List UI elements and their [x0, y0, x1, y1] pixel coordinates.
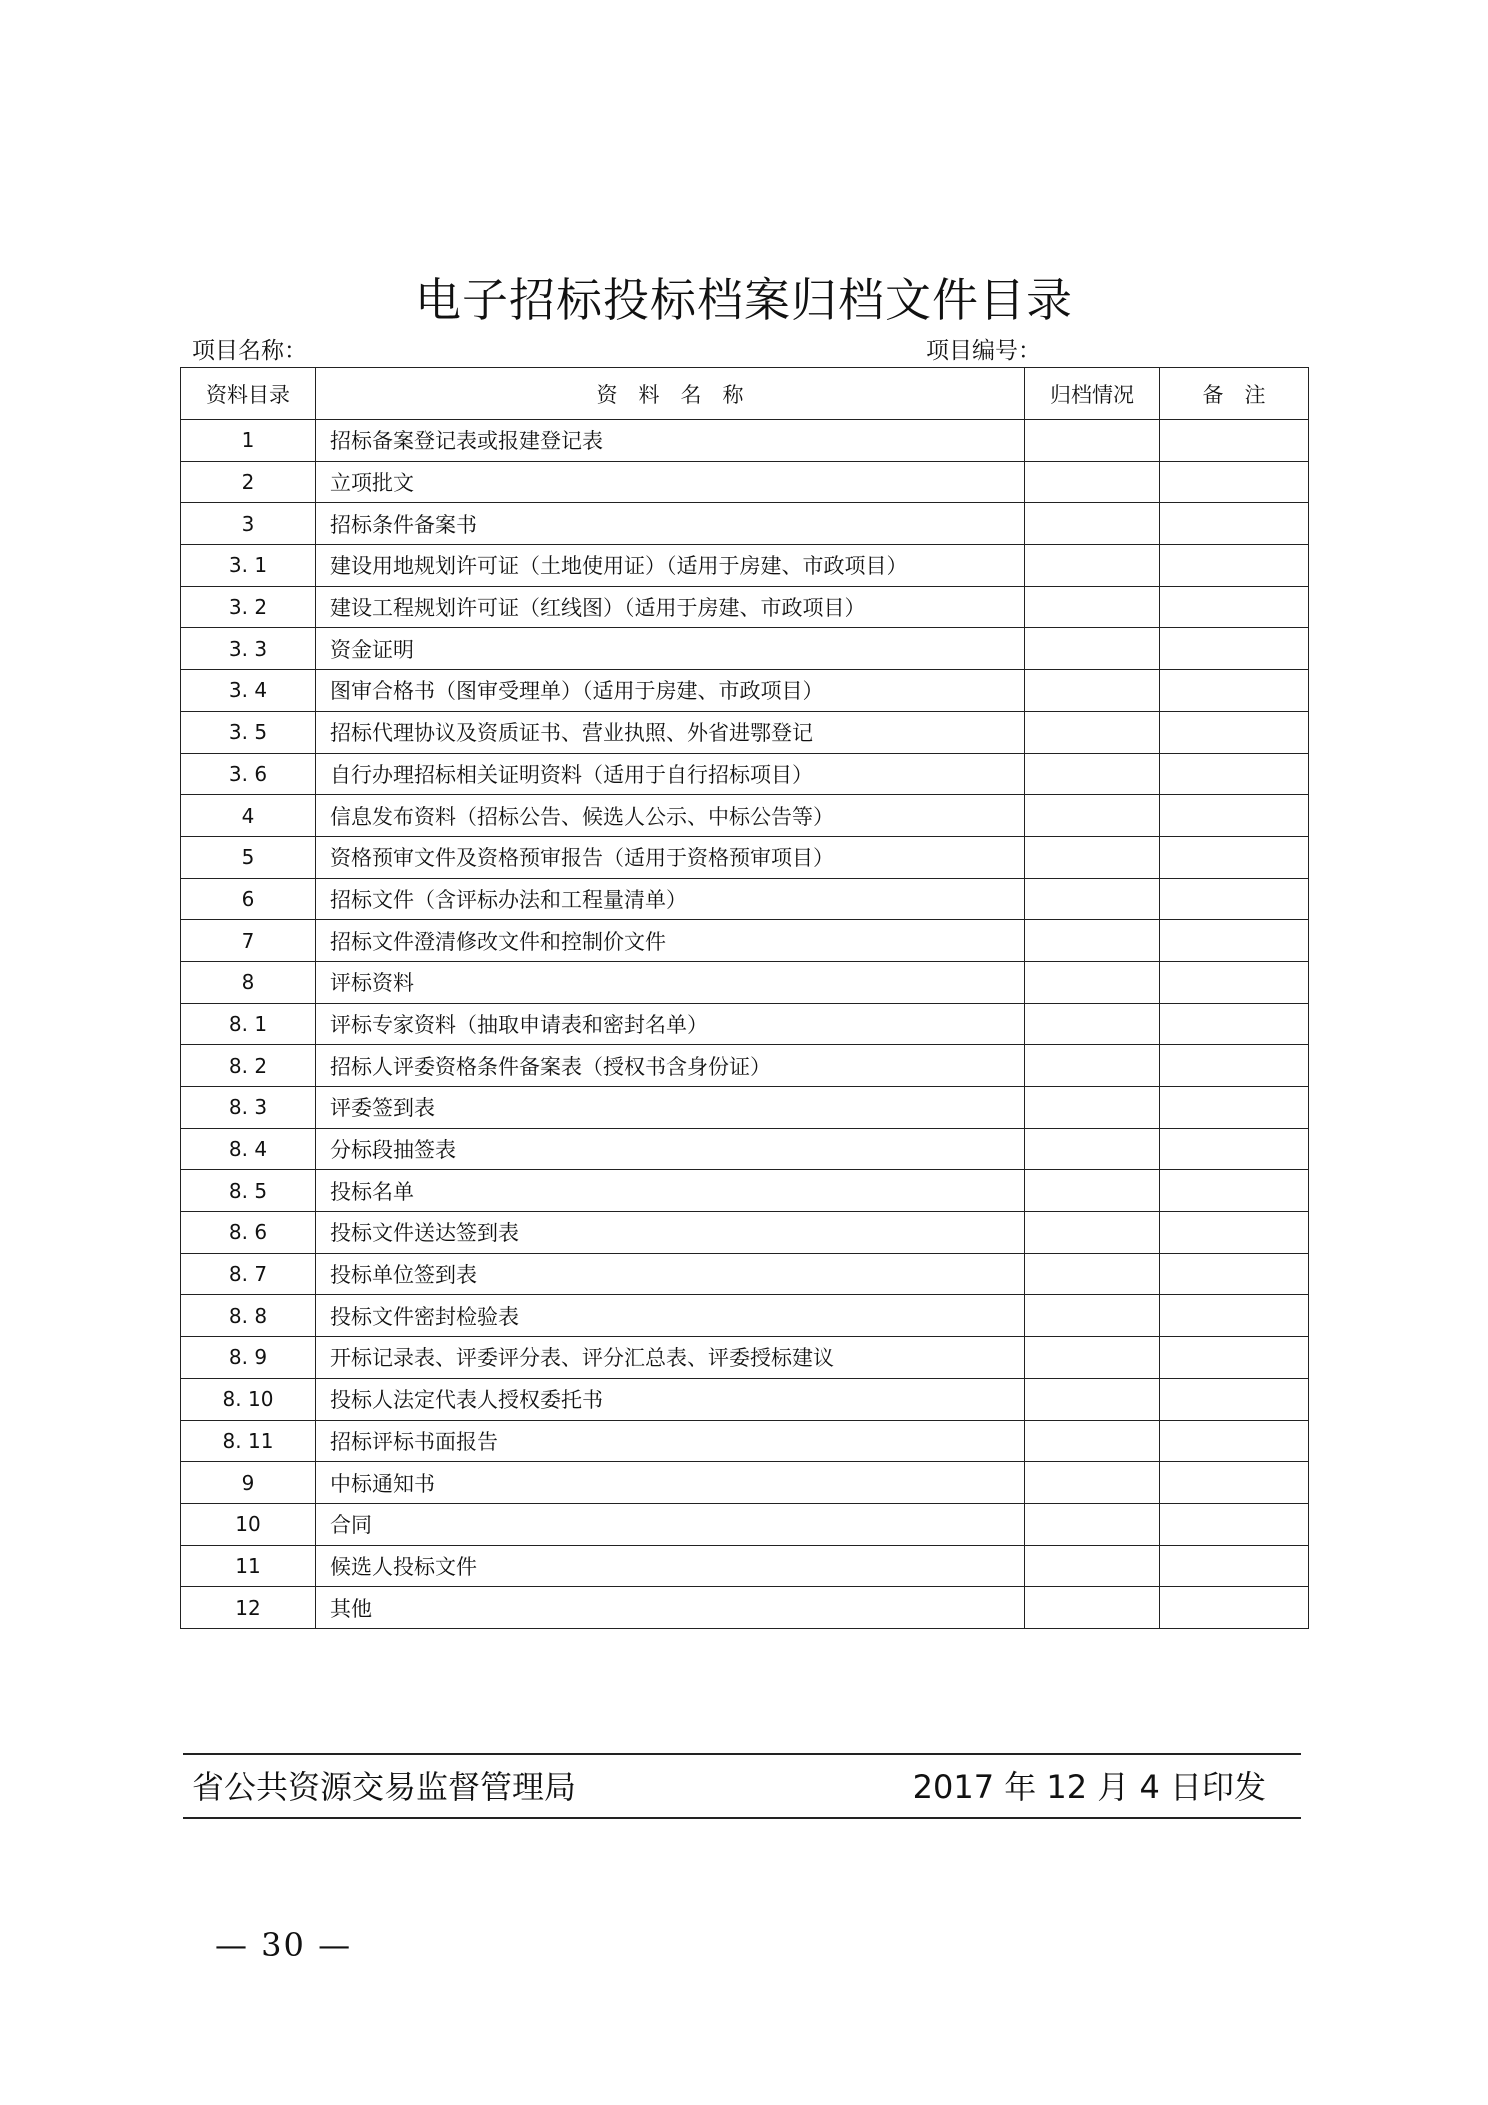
row-remarks — [1160, 836, 1309, 878]
row-archive-status — [1025, 420, 1160, 462]
row-archive-status — [1025, 795, 1160, 837]
row-remarks — [1160, 420, 1309, 462]
row-archive-status — [1025, 1420, 1160, 1462]
table-row — [181, 1295, 1309, 1337]
row-number: 9 — [181, 1462, 316, 1504]
row-document-name: 中标通知书 — [316, 1462, 1025, 1504]
row-document-name: 投标名单 — [316, 1170, 1025, 1212]
table-row — [181, 1462, 1309, 1504]
row-remarks — [1160, 1378, 1309, 1420]
row-number: 3. 4 — [181, 670, 316, 712]
table-row — [181, 795, 1309, 837]
row-remarks — [1160, 1545, 1309, 1587]
row-archive-status — [1025, 670, 1160, 712]
row-number: 3 — [181, 503, 316, 545]
row-remarks — [1160, 1003, 1309, 1045]
row-number: 2 — [181, 461, 316, 503]
table-row — [181, 1212, 1309, 1254]
row-archive-status — [1025, 1587, 1160, 1629]
row-number: 8. 3 — [181, 1087, 316, 1129]
row-remarks — [1160, 503, 1309, 545]
row-number: 8. 2 — [181, 1045, 316, 1087]
header-remarks: 备 注 — [1160, 368, 1309, 420]
table-row — [181, 461, 1309, 503]
page-number: — 30 — — [215, 1926, 353, 1964]
row-document-name: 投标文件送达签到表 — [316, 1212, 1025, 1254]
row-document-name: 招标文件澄清修改文件和控制价文件 — [316, 920, 1025, 962]
row-archive-status — [1025, 461, 1160, 503]
table-row — [181, 628, 1309, 670]
row-archive-status — [1025, 920, 1160, 962]
row-archive-status — [1025, 1295, 1160, 1337]
row-document-name: 招标代理协议及资质证书、营业执照、外省进鄂登记 — [316, 711, 1025, 753]
row-remarks — [1160, 586, 1309, 628]
issue-date: 2017 年 12 月 4 日印发 — [912, 1768, 1266, 1806]
row-archive-status — [1025, 586, 1160, 628]
row-document-name: 图审合格书（图审受理单）（适用于房建、市政项目） — [316, 670, 1025, 712]
row-document-name: 招标评标书面报告 — [316, 1420, 1025, 1462]
row-archive-status — [1025, 1003, 1160, 1045]
row-archive-status — [1025, 961, 1160, 1003]
row-archive-status — [1025, 1170, 1160, 1212]
row-number: 3. 6 — [181, 753, 316, 795]
table-row — [181, 878, 1309, 920]
row-document-name: 招标备案登记表或报建登记表 — [316, 420, 1025, 462]
table-row — [181, 545, 1309, 587]
row-document-name: 候选人投标文件 — [316, 1545, 1025, 1587]
row-remarks — [1160, 1253, 1309, 1295]
row-remarks — [1160, 1503, 1309, 1545]
table-row — [181, 1045, 1309, 1087]
row-archive-status — [1025, 1378, 1160, 1420]
row-document-name: 投标人法定代表人授权委托书 — [316, 1378, 1025, 1420]
row-archive-status — [1025, 1087, 1160, 1129]
table-row — [181, 1420, 1309, 1462]
row-archive-status — [1025, 1128, 1160, 1170]
row-remarks — [1160, 753, 1309, 795]
row-archive-status — [1025, 628, 1160, 670]
project-name-label: 项目名称： — [192, 338, 307, 364]
row-document-name: 资格预审文件及资格预审报告（适用于资格预审项目） — [316, 836, 1025, 878]
row-document-name: 立项批文 — [316, 461, 1025, 503]
row-number: 11 — [181, 1545, 316, 1587]
row-remarks — [1160, 1212, 1309, 1254]
row-number: 3. 1 — [181, 545, 316, 587]
row-archive-status — [1025, 753, 1160, 795]
table-row — [181, 1587, 1309, 1629]
row-number: 5 — [181, 836, 316, 878]
table-row — [181, 1003, 1309, 1045]
table-row — [181, 1545, 1309, 1587]
row-remarks — [1160, 1587, 1309, 1629]
row-remarks — [1160, 920, 1309, 962]
table-row — [181, 670, 1309, 712]
table-row — [181, 920, 1309, 962]
footer-top-rule — [183, 1753, 1301, 1755]
row-number: 8. 11 — [181, 1420, 316, 1462]
table-row — [181, 753, 1309, 795]
row-archive-status — [1025, 545, 1160, 587]
row-number: 8. 5 — [181, 1170, 316, 1212]
row-document-name: 分标段抽签表 — [316, 1128, 1025, 1170]
row-document-name: 合同 — [316, 1503, 1025, 1545]
footer-bottom-rule — [183, 1817, 1301, 1819]
row-number: 8. 8 — [181, 1295, 316, 1337]
row-remarks — [1160, 795, 1309, 837]
row-archive-status — [1025, 1337, 1160, 1379]
table-row — [181, 503, 1309, 545]
row-number: 12 — [181, 1587, 316, 1629]
issuer-name: 省公共资源交易监督管理局 — [192, 1768, 577, 1806]
row-document-name: 建设用地规划许可证（土地使用证）（适用于房建、市政项目） — [316, 545, 1025, 587]
table-row — [181, 1337, 1309, 1379]
row-remarks — [1160, 670, 1309, 712]
row-remarks — [1160, 878, 1309, 920]
row-archive-status — [1025, 1462, 1160, 1504]
row-archive-status — [1025, 1503, 1160, 1545]
table-row — [181, 1128, 1309, 1170]
row-document-name: 其他 — [316, 1587, 1025, 1629]
table-row — [181, 836, 1309, 878]
row-number: 8. 4 — [181, 1128, 316, 1170]
row-number: 8. 9 — [181, 1337, 316, 1379]
row-remarks — [1160, 711, 1309, 753]
table-row — [181, 1170, 1309, 1212]
row-number: 8. 6 — [181, 1212, 316, 1254]
row-document-name: 开标记录表、评委评分表、评分汇总表、评委授标建议 — [316, 1337, 1025, 1379]
row-document-name: 自行办理招标相关证明资料（适用于自行招标项目） — [316, 753, 1025, 795]
row-number: 8. 10 — [181, 1378, 316, 1420]
row-remarks — [1160, 1462, 1309, 1504]
row-document-name: 资金证明 — [316, 628, 1025, 670]
row-number: 3. 5 — [181, 711, 316, 753]
row-archive-status — [1025, 1253, 1160, 1295]
row-document-name: 信息发布资料（招标公告、候选人公示、中标公告等） — [316, 795, 1025, 837]
row-number: 8. 7 — [181, 1253, 316, 1295]
table-row — [181, 420, 1309, 462]
table-row — [181, 1378, 1309, 1420]
row-archive-status — [1025, 836, 1160, 878]
row-archive-status — [1025, 1045, 1160, 1087]
row-remarks — [1160, 628, 1309, 670]
row-remarks — [1160, 1337, 1309, 1379]
row-document-name: 投标单位签到表 — [316, 1253, 1025, 1295]
row-number: 8 — [181, 961, 316, 1003]
row-archive-status — [1025, 878, 1160, 920]
row-number: 4 — [181, 795, 316, 837]
row-remarks — [1160, 1128, 1309, 1170]
row-document-name: 招标人评委资格条件备案表（授权书含身份证） — [316, 1045, 1025, 1087]
table-row — [181, 711, 1309, 753]
table-row — [181, 586, 1309, 628]
project-code-label: 项目编号： — [926, 338, 1041, 364]
row-remarks — [1160, 1295, 1309, 1337]
row-archive-status — [1025, 1545, 1160, 1587]
table-row — [181, 961, 1309, 1003]
row-remarks — [1160, 1420, 1309, 1462]
row-archive-status — [1025, 1212, 1160, 1254]
row-number: 8. 1 — [181, 1003, 316, 1045]
table-row — [181, 1503, 1309, 1545]
row-document-name: 招标文件（含评标办法和工程量清单） — [316, 878, 1025, 920]
row-archive-status — [1025, 711, 1160, 753]
row-remarks — [1160, 1045, 1309, 1087]
row-document-name: 评标专家资料（抽取申请表和密封名单） — [316, 1003, 1025, 1045]
row-number: 7 — [181, 920, 316, 962]
archive-file-table — [180, 367, 1309, 1629]
row-document-name: 评标资料 — [316, 961, 1025, 1003]
row-document-name: 招标条件备案书 — [316, 503, 1025, 545]
row-remarks — [1160, 545, 1309, 587]
row-number: 10 — [181, 1503, 316, 1545]
row-archive-status — [1025, 503, 1160, 545]
row-number: 6 — [181, 878, 316, 920]
row-remarks — [1160, 961, 1309, 1003]
header-document-name: 资 料 名 称 — [316, 368, 1025, 420]
row-number: 3. 3 — [181, 628, 316, 670]
table-row — [181, 1253, 1309, 1295]
row-remarks — [1160, 461, 1309, 503]
table-row — [181, 1087, 1309, 1129]
row-remarks — [1160, 1170, 1309, 1212]
row-document-name: 投标文件密封检验表 — [316, 1295, 1025, 1337]
header-catalog: 资料目录 — [181, 368, 316, 420]
header-archive-status: 归档情况 — [1025, 368, 1160, 420]
document-title: 电子招标投标档案归档文件目录 — [415, 273, 1073, 327]
row-remarks — [1160, 1087, 1309, 1129]
table-header-row — [181, 368, 1309, 420]
row-document-name: 评委签到表 — [316, 1087, 1025, 1129]
row-number: 3. 2 — [181, 586, 316, 628]
row-document-name: 建设工程规划许可证（红线图）（适用于房建、市政项目） — [316, 586, 1025, 628]
row-number: 1 — [181, 420, 316, 462]
